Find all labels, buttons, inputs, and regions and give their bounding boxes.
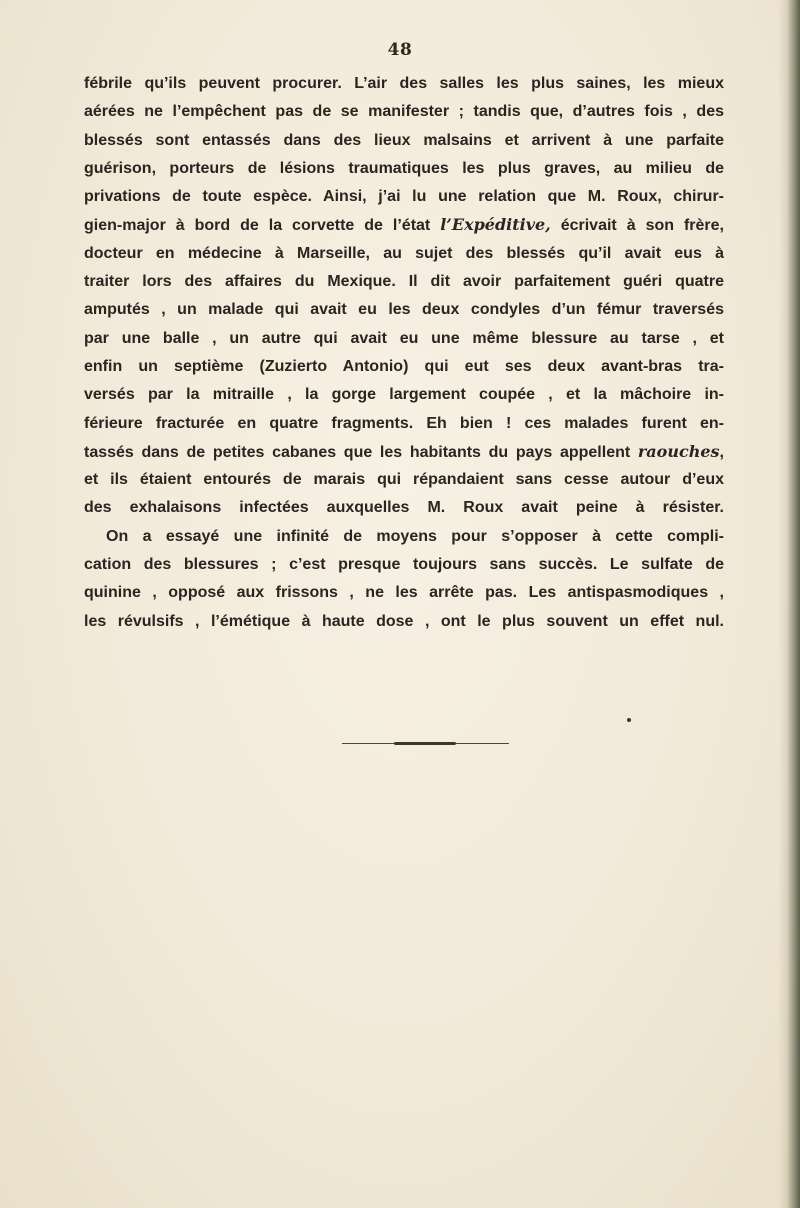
text-line: traiter lors des affaires du Mexique. Il dit avoir parfaitement guéri quatre [84,273,724,291]
text-line: aérées ne l’empêchent pas de se manifester ; tandis que, d’autres fois , des [84,103,724,121]
ink-speck [627,718,631,722]
text-segment: , [719,443,724,461]
text-line: des exhalaisons infectées auxquelles M. Roux avait peine à résister. [84,499,724,517]
text-line: quinine , opposé aux frissons , ne les arrête pas. Les antispasmodiques , [84,584,724,602]
text-line: férieure fracturée en quatre fragments. Eh bien ! ces malades furent en- [84,414,724,432]
body-text [84,70,724,636]
text-line: amputés , un malade qui avait eu les deux condyles d’un fémur traversés [84,301,724,319]
page-edge-shadow [778,0,800,1208]
text-line [84,438,724,466]
text-line: On a essayé une infinité de moyens pour s’opposer à cette compli- [106,527,724,545]
text-line: fébrile qu’ils peuvent procurer. L’air des salles les plus saines, les mieux [84,75,724,92]
text-segment: écrivait à son frère, [550,217,725,235]
text-line: docteur en médecine à Marseille, au sujet des blessés qu’il avait eus à [84,244,724,262]
end-rule [342,743,509,744]
text-line: par une balle , un autre qui avait eu une même blessure au tarse , et [84,329,724,347]
text-segment: tassés dans de petites cabanes que les habitants du pays appellent [84,443,638,461]
text-line: versés par la mitraille , la gorge largement coupée , et la mâchoire in- [84,386,724,404]
text-line: et ils étaient entourés de marais qui répandaient sans cesse autour d’eux [84,471,724,489]
ship-name-italic: l’Expéditive, [440,215,551,235]
term-italic: raouches [637,441,720,461]
text-line: blessés sont entassés dans des lieux malsains et arrivent à une parfaite [84,131,724,149]
text-line: enfin un septième (Zuzierto Antonio) qui eut ses deux avant-bras tra- [84,357,724,375]
text-segment: gien-major à bord de la corvette de l’état [84,217,441,235]
text-line: cation des blessures ; c’est presque toujours sans succès. Le sulfate de [84,556,724,574]
page-number: 48 [387,40,413,60]
text-line [84,211,724,239]
text-line: guérison, porteurs de lésions traumatiques les plus graves, au milieu de [84,159,724,177]
text-line: privations de toute espèce. Ainsi, j’ai lu une relation que M. Roux, chirur- [84,188,724,206]
text-line: les révulsifs , l’émétique à haute dose , ont le plus souvent un effet nul. [84,612,724,630]
